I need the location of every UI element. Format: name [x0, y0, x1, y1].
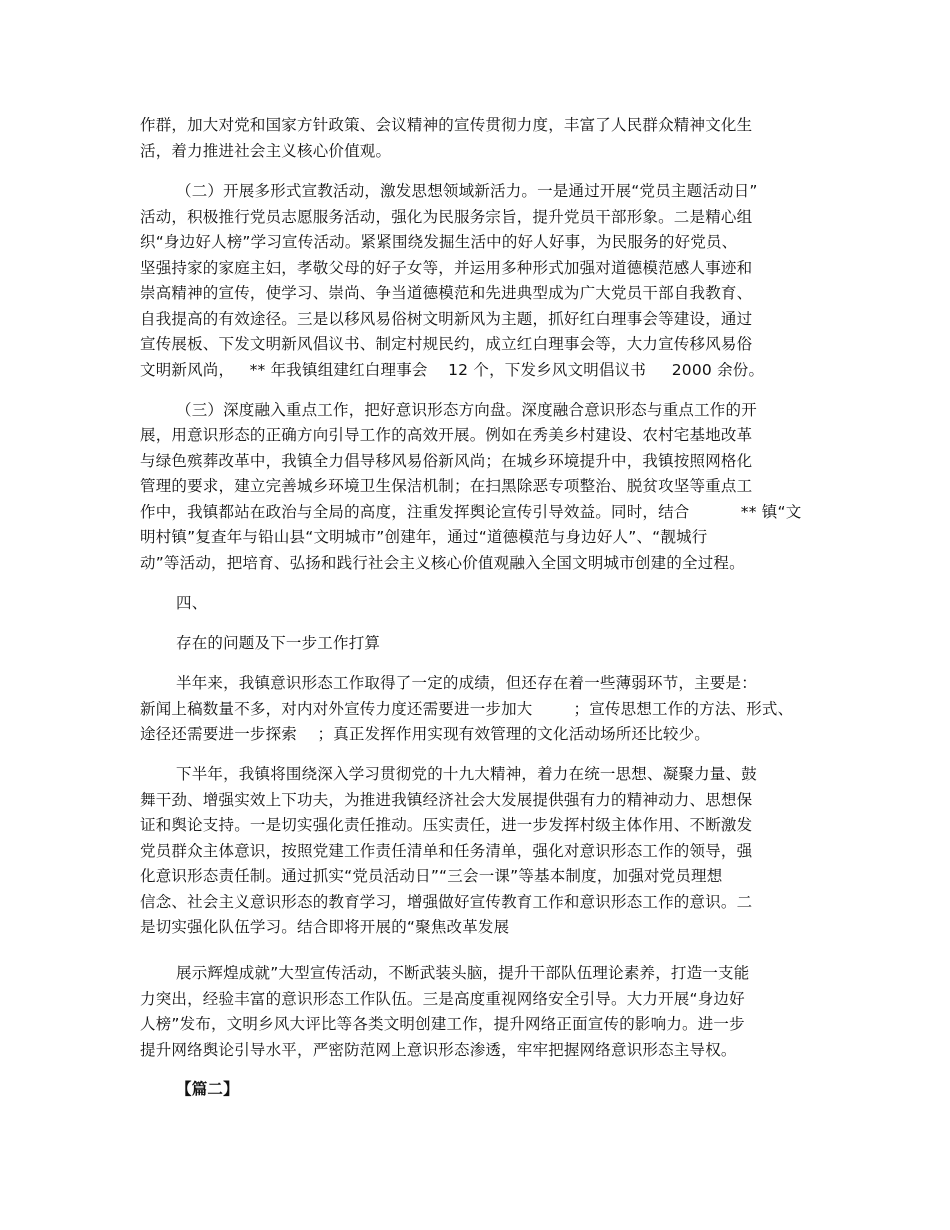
text-line: 崇高精神的宣传，使学习、崇尚、争当道德模范和先进典型成为广大党员干部自我教育、 [140, 284, 753, 302]
text-line: 化意识形态责任制。通过抓实“党员活动日”“三会一课”等基本制度，加强对党员理想 [140, 867, 723, 885]
text-line: 文明新风尚， ** 年我镇组建红白理事会 12 个，下发乡风文明倡议书 2000 余份。 [140, 361, 765, 379]
text-line: 是切实强化队伍学习。结合即将开展的“聚焦改革发展 [140, 918, 510, 936]
text-line: （三）深度融入重点工作，把好意识形态方向盘。深度融合意识形态与重点工作的开 [176, 401, 757, 419]
text-line: 提升网络舆论引导水平，严密防范网上意识形态渗透，牢牢把握网络意识形态主导权。 [140, 1041, 737, 1059]
text-line: 动”等活动，把培育、弘扬和践行社会主义核心价值观融入全国文明城市创建的全过程。 [140, 554, 745, 572]
text-line: 与绿色殡葬改革中，我镇全力倡导移风易俗新风尚；在城乡环境提升中，我镇按照网格化 [140, 452, 753, 470]
text-line: 证和舆论支持。一是切实强化责任推动。压实责任，进一步发挥村级主体作用、不断激发 [140, 816, 753, 834]
text-line: 半年来，我镇意识形态工作取得了一定的成绩，但还存在着一些薄弱环节，主要是： [176, 674, 757, 692]
text-line: 作群，加大对党和国家方针政策、会议精神的宣传贯彻力度，丰富了人民群众精神文化生 [140, 116, 753, 134]
text-line: 下半年，我镇将围绕深入学习贯彻党的十九大精神，着力在统一思想、凝聚力量、鼓 [176, 765, 757, 783]
text-line: 活，着力推进社会主义核心价值观。 [140, 142, 392, 160]
text-line: 宣传展板、下发文明新风倡议书、制定村规民约，成立红白理事会等，大力宣传移风易俗 [140, 335, 753, 353]
text-line: 舞干劲、增强实效上下功夫，为推进我镇经济社会大发展提供强有力的精神动力、思想保 [140, 791, 753, 809]
text-line: 管理的要求，建立完善城乡环境卫生保洁机制；在扫黑除恶专项整治、脱贫攻坚等重点工 [140, 477, 753, 495]
text-line: 新闻上稿数量不多，对内对外宣传力度还需要进一步加大 ；宣传思想工作的方法、形式、 [140, 700, 794, 718]
text-line: 途径还需要进一步探索 ；真正发挥作用实现有效管理的文化活动场所还比较少。 [140, 725, 711, 743]
text-line: 信念、社会主义意识形态的教育学习，增强做好宣传教育工作和意识形态工作的意识。二 [140, 893, 753, 911]
section-heading: 存在的问题及下一步工作打算 [176, 634, 381, 652]
text-line: 作中，我镇都站在政治与全局的高度，注重发挥舆论宣传引导效益。同时，结合 ** 镇“文 [140, 503, 802, 521]
section-number: 四、 [176, 594, 208, 612]
text-line: 党员群众主体意识，按照党建工作责任清单和任务清单，强化对意识形态工作的领导，强 [140, 842, 753, 860]
text-line: 活动，积极推行党员志愿服务活动，强化为民服务宗旨，提升党员干部形象。二是精心组 [140, 208, 753, 226]
text-line: 展示辉煌成就”大型宣传活动，不断武装头脑，提升干部队伍理论素养，打造一支能 [176, 964, 750, 982]
text-line: 人榜”发布，文明乡风大评比等各类文明创建工作，提升网络正面宣传的影响力。进一步 [140, 1015, 745, 1033]
text-line: 力突出，经验丰富的意识形态工作队伍。三是高度重视网络安全引导。大力开展“身边好 [140, 990, 745, 1008]
text-line: （二）开展多形式宣教活动，激发思想领域新活力。一是通过开展“党员主题活动日” [176, 182, 758, 200]
text-line: 坚强持家的家庭主妇，孝敬父母的好子女等，并运用多种形式加强对道德模范感人事迹和 [140, 259, 753, 277]
text-line: 织“身边好人榜”学习宣传活动。紧紧围绕发掘生活中的好人好事，为民服务的好党员、 [140, 233, 738, 251]
text-line: 自我提高的有效途径。三是以移风易俗树文明新风为主题，抓好红白理事会等建设，通过 [140, 310, 753, 328]
text-line: 明村镇”复查年与铅山县“文明城市”创建年，通过“道德模范与身边好人”、“靓城行 [140, 528, 708, 546]
section-title-part-two: 【篇二】 [176, 1080, 239, 1098]
text-line: 展，用意识形态的正确方向引导工作的高效开展。例如在秀美乡村建设、农村宅基地改革 [140, 426, 753, 444]
